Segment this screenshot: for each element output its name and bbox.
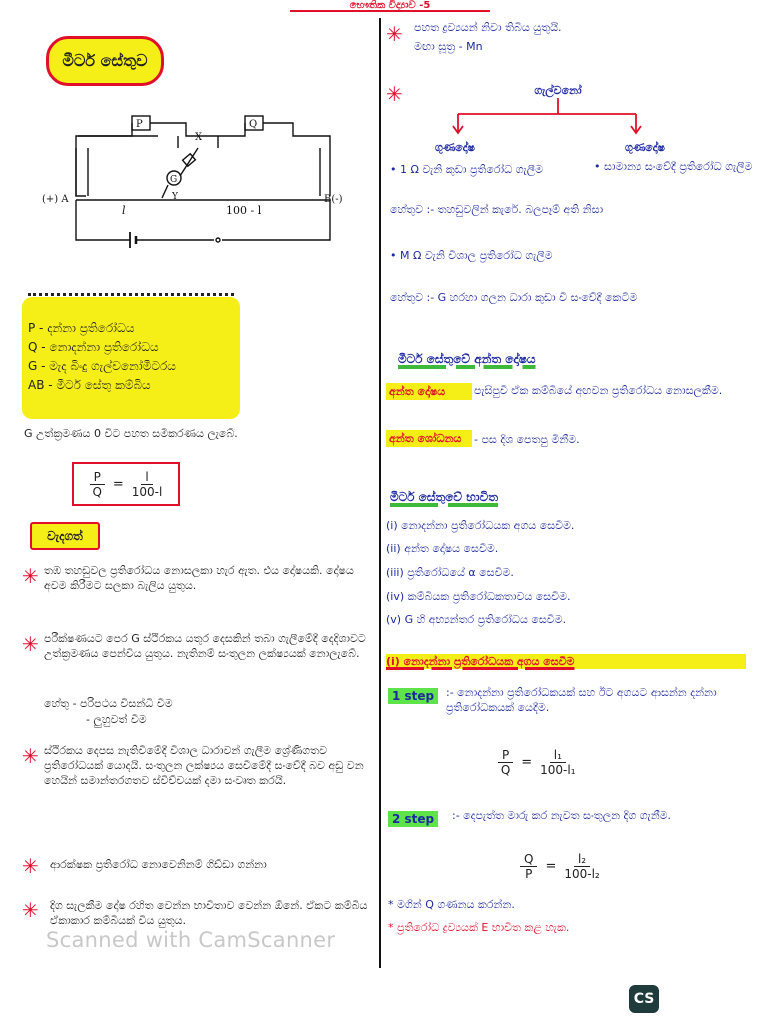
definitions-note [22,297,240,419]
star-icon: ✳ [386,22,403,46]
formula-lhs: $\frac{P}{Q}$ [90,470,105,499]
title-badge: මීටර් සේතුව [46,36,164,86]
use-item: (iv) කම්බියක ප්‍රතිරෝධකතාවය සෙවීම. [386,590,571,603]
final-note: * මගින් Q ගණනය කරන්න. [388,898,515,911]
star-icon: ✳ [22,564,39,588]
right-branch-note: • සාමාන්‍ය සංවේදී ප්‍රතිරෝධ ගැලීම [594,160,753,173]
step-2-text: :- දෙපැත්ත මාරු කර නැවත සංතුලන දිග ගැනීම. [452,809,672,822]
label-q: Q [249,119,258,130]
important-tag: වැදගත් [30,522,100,550]
branch-item-reason: හේතුව :- G හරහා ගලන ධාරා කුඩා වී සංවේදී කෙටීම [390,291,638,304]
important-point: පරීක්ෂණයට පෙර G ස්ථිරකය යතුර දෙසකින් තබා ගැලීමේදී දෙදිශාවට උත්ක්‍රමණය පෙන්විය යුතුය. නැතිනම් සංතුලන ලක්ෂ්‍යයක් නොලැබේ. [44,632,366,660]
important-point: දිග සැලකීම දෝෂ රහිත වෙන්න භාවිතාව වෙන්න ඕනේ. ඒකට කම්බිය ඒකාකාර කම්බියක් විය යුතුය. [50,899,368,927]
step-2-label: 2 step [388,811,438,827]
label-p: P [136,119,143,130]
g-zero-note: G උත්ක්‍රමණය 0 විට පහත සමීකරණය ලැබේ. [24,427,238,440]
use-item: (ii) අන්ත දෝෂය සෙවීම. [386,542,499,555]
branch-item-reason: හේතුව :- තහඩුවලින් කැරේ. බලපෑම් අති නිසා [390,203,604,216]
top-note: පහත ද්‍රව්‍යයන් නිවා තිබිය යුතුයි. [414,21,562,34]
balance-formula: $\frac{P}{Q}$ = $\frac{l}{100-l}$ [72,462,180,506]
section-end-error-title: මීටර් සේතුවේ අන්ත දෝෂය [398,352,536,366]
label-y: Y [172,192,178,202]
end-correction-label: අන්ත ශෝධනය [386,430,472,447]
label-a: (+) A [42,194,69,205]
formula-rhs: $\frac{l}{100-l}$ [131,469,163,499]
star-icon: ✳ [22,632,39,656]
meter-bridge-diagram [38,108,373,256]
important-point: තඹ තහඩුවල ප්‍රතිරෝධය නොසලකා හැර ඇත. එය දෝෂයකි. දෝෂය අවම කිරීමට සලකා බැලිය යුතුය. [44,564,354,592]
tree-left-label: ගුණදෝෂ [434,141,476,154]
label-l: l [122,204,126,217]
important-point: හේතු - පරිපථය විසන්ධි වීම [44,697,173,710]
end-error-label: අන්ත දෝෂය [386,383,472,400]
branch-item: • 1 Ω වැනි කුඩා ප්‍රතිරෝධ ගැලීම [390,163,544,176]
label-x: X [195,132,203,143]
label-b: B(-) [324,194,343,205]
end-error-text: පැසිපුවී ඒක කම්බියේ අඟවන ප්‍රතිරෝධය නොසලකීම. [474,384,723,397]
tree-right-label: ගුණදෝෂ [624,141,666,154]
section-unknown-resistance-title: (i) නොදන්නා ප්‍රතිරෝධයක අගය සෙවීම [386,654,746,669]
page-top-title: භෞතික විද්‍යාව -5 [290,0,490,12]
column-divider [379,18,381,968]
step-1-label: 1 step [388,688,438,704]
step-1-text: :- නොදන්නා ප්‍රතිරෝධකයක් සහ ඊට අගයට ආසන්න දන්නා ප්‍රතිරෝධකයක් යෙදීම. [446,686,717,714]
use-item: (i) නොදන්නා ප්‍රතිරෝධයක අගය සෙවීම. [386,519,575,532]
use-item: (iii) ප්‍රතිරෝධයේ α සෙවීම. [386,566,514,579]
step-2-formula: $\frac{Q}{P}$ = $\frac{\text{l₂}}{\text{100-l₂}}$ [520,852,600,881]
star-icon: ✳ [22,744,39,768]
camscanner-watermark: Scanned with CamScanner [46,928,336,952]
section-uses-title: මීටර් සේතුවේ භාවිත [390,490,498,504]
star-icon: ✳ [22,854,39,878]
note-line: P - දන්නා ප්‍රතිරෝධය [28,321,135,335]
tree-branches [440,98,680,138]
use-item: (v) G හි අභ්‍යන්තර ප්‍රතිරෝධය සෙවීම. [386,613,567,626]
star-icon: ✳ [22,898,39,922]
note-spiral [28,293,234,310]
tree-root: ගැල්වනෝ [534,84,582,97]
label-100-l: 100 - l [226,204,262,217]
step-1-formula: $\frac{P}{Q}$ = $\frac{\text{l₁}}{\text{100-l₁}}$ [498,748,576,777]
branch-item: • M Ω වැනි විශාල ප්‍රතිරෝධ ගැලීම [390,249,553,262]
note-line: G - මැද බිංදු ගැල්වනෝමීටරය [28,359,176,373]
camscanner-badge-icon: CS [629,985,659,1013]
end-correction-text: - පස දිශ පෙතපු මිනීම. [474,433,580,446]
star-icon: ✳ [386,82,403,106]
top-note-formula: මඟා සූත්‍ර - Mn [414,40,483,53]
note-line: AB - මීටර් සේතු කම්බිය [28,378,151,392]
important-point: ආරක්ෂක ප්‍රතිරෝධ නොවෙනිනම් ගිඩ්ඩා ගන්නා [50,858,267,871]
final-note-red: * ප්‍රතිරෝධ ද්‍රව්‍යයක් E භාවිත කළ හැක. [388,921,570,934]
important-point: - ලුහුවත් වීම [86,713,147,726]
note-line: Q - නොදන්නා ප්‍රතිරෝධය [28,340,159,354]
important-point: ස්ථිරකය දෙපස නැතිවීමේදී විශාල ධාරාවන් ගැලීම ශ්‍රේණිගතව ප්‍රතිරෝධයක් යොදයි. සංතුලන ලක්ෂ්‍යය සෙවීමේදී සංවේදී බව අඩු වන හෙයින් සමාන්තරගතව ස්විච්චයක් දමා සංවෘත කරයි. [44,744,364,787]
label-g: G [170,175,178,185]
